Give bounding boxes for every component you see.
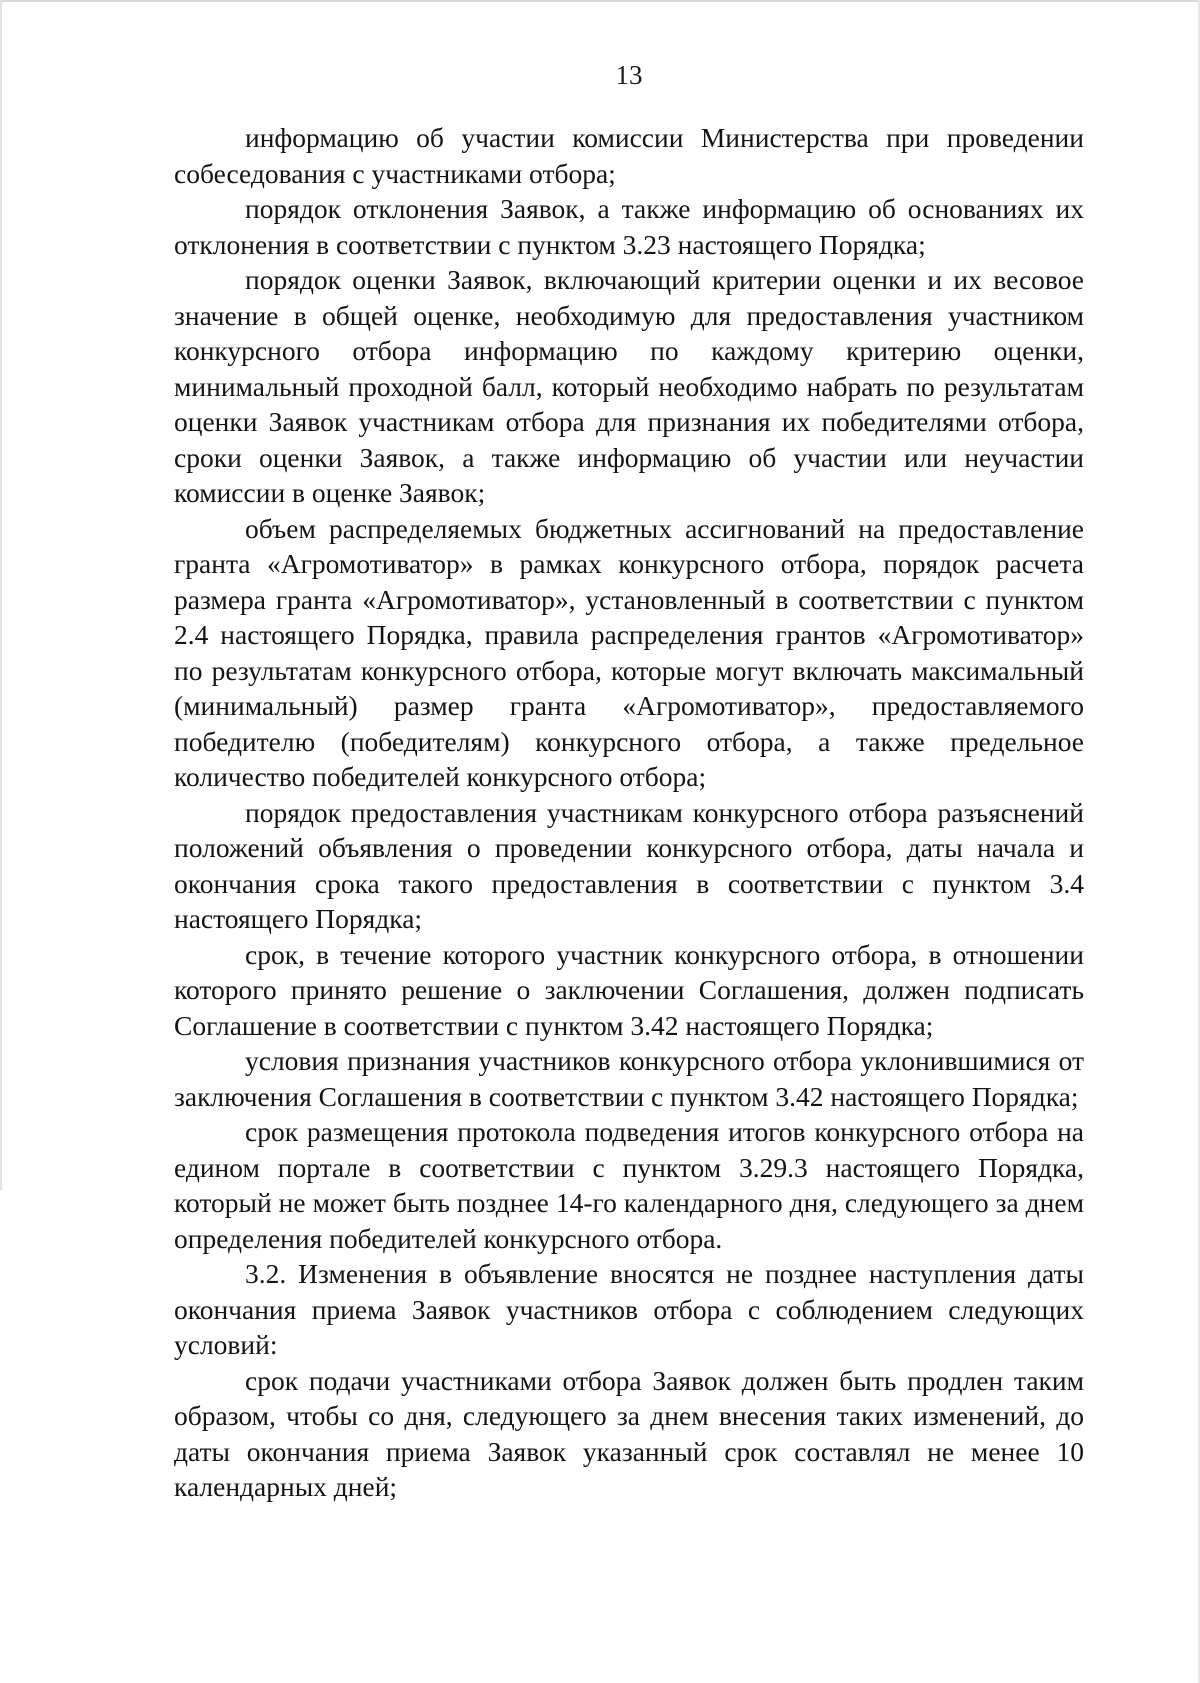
paragraph-evasion-conditions: условия признания участников конкурсного отбора уклонившимися от заключения Соглашения в соответствии с пунктом 3.42 настоящего Порядка; (174, 1045, 1084, 1112)
paragraph-submission-extension: срок подачи участниками отбора Заявок должен быть продлен таким образом, чтобы со дня, следующего за днем внесения таких изменений, до даты окончания приема Заявок указанный срок составлял не менее 10 календарных дней; (174, 1364, 1084, 1502)
paragraph-protocol-publication: срок размещения протокола подведения итогов конкурсного отбора на едином портале в соответствии с пунктом 3.29.3 настоящего Порядка, который не может быть позднее 14-го календарного дня, следующего за днем определения победителей конкурсного отбора. (174, 1116, 1084, 1254)
document-body (174, 120, 1084, 1505)
page-number: 13 (615, 60, 643, 90)
paragraph-budget-allocation: объем распределяемых бюджетных ассигнований на предоставление гранта «Агромотиватор» в рамках конкурсного отбора, порядок расчета размера гранта «Агромотиватор», установленный в соответствии с пунктом 2.4 настоящего Порядка, правила распределения грантов «Агромотиватор» по результатам конкурсного отбора, которые могут включать максимальный (минимальный) размер гранта «Агромотиватор», предоставляемого победителю (победителям) конкурсного отбора, а также предельное количество победителей конкурсного отбора; (174, 512, 1084, 792)
scan-edge-left (0, 0, 2, 1190)
scan-edge-top (0, 0, 1200, 2)
paragraph-clarifications: порядок предоставления участникам конкурсного отбора разъяснений положений объявления о проведении конкурсного отбора, даты начала и окончания срока такого предоставления в соответствии с пунктом 3.4 настоящего Порядка; (174, 796, 1084, 934)
paragraph-rejection-procedure: порядок отклонения Заявок, а также информацию об основаниях их отклонения в соответствии с пунктом 3.23 настоящего Порядка; (174, 193, 1084, 260)
paragraph-section-3-2: 3.2. Изменения в объявление вносятся не позднее наступления даты окончания приема Заявок участников отбора с соблюдением следующих условий: (174, 1258, 1084, 1360)
paragraph-signing-deadline: срок, в течение которого участник конкурсного отбора, в отношении которого принято решение о заключении Соглашения, должен подписать Соглашение в соответствии с пунктом 3.42 настоящего Порядка; (174, 938, 1084, 1041)
paragraph-evaluation-procedure: порядок оценки Заявок, включающий критерии оценки и их весовое значение в общей оценке, необходимую для предоставления участником конкурсного отбора информацию по каждому критерию оценки, минимальный проходной балл, который необходимо набрать по результатам оценки Заявок участникам отбора для признания их победителями отбора, сроки оценки Заявок, а также информацию об участии или неучастии комиссии в оценке Заявок; (174, 264, 1084, 508)
paragraph-commission-interview: информацию об участии комиссии Министерства при проведении собеседования с участниками отбора; (174, 122, 1084, 189)
